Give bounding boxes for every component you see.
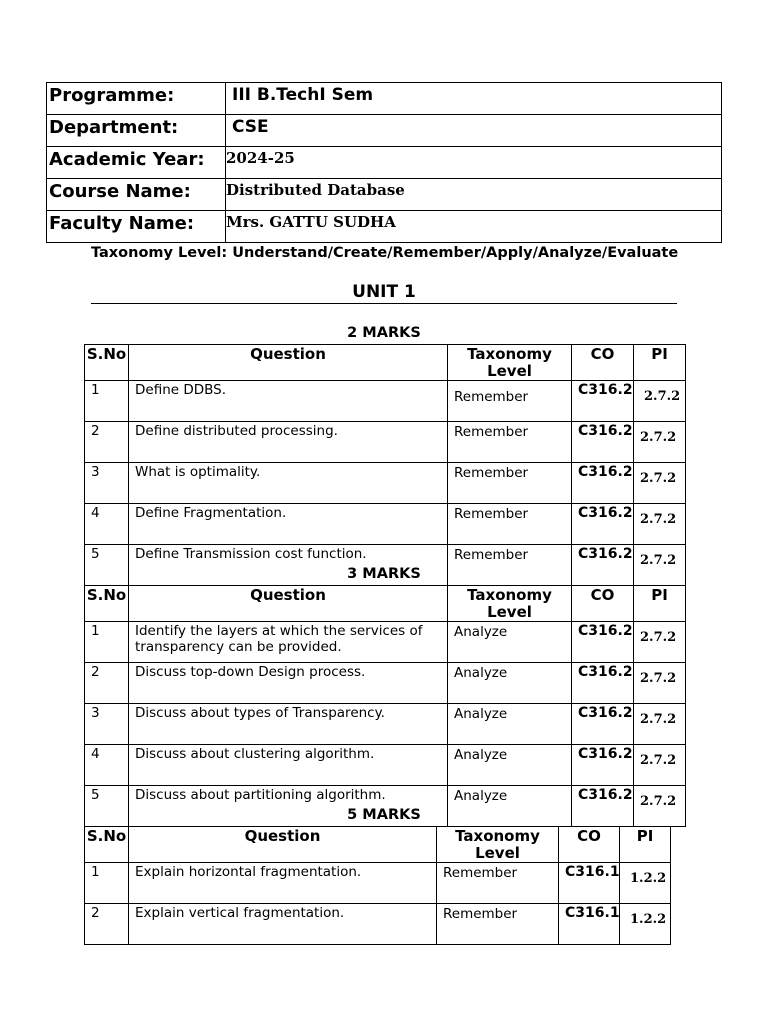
row-taxonomy: Remember (448, 422, 572, 463)
row-question: What is optimality. (129, 463, 448, 504)
row-sno: 1 (85, 381, 129, 422)
row-question: Define DDBS. (129, 381, 448, 422)
table-row (85, 422, 686, 463)
table-row (85, 381, 686, 422)
info-row-course-name (47, 179, 722, 211)
row-taxonomy: Analyze (448, 745, 572, 786)
table-header-row (85, 345, 686, 381)
row-pi: 2.7.2 (634, 622, 686, 663)
header-pi: PI (634, 345, 686, 381)
questions-table-3-marks (84, 585, 686, 827)
info-row-programme (47, 83, 722, 115)
row-co: C316.2 (572, 422, 634, 463)
academic-year-label: Academic Year: (47, 147, 226, 179)
row-pi: 1.2.2 (620, 904, 671, 945)
course-info-table (46, 82, 722, 243)
row-co: C316.2 (572, 381, 634, 422)
questions-table-2-marks (84, 344, 686, 586)
header-sno: S.No (85, 345, 129, 381)
header-co: CO (572, 345, 634, 381)
row-sno: 1 (85, 863, 129, 904)
section-title-3-marks: 3 MARKS (347, 566, 421, 582)
section-title-2-marks: 2 MARKS (347, 325, 421, 341)
header-taxonomy: Taxonomy Level (448, 586, 572, 622)
row-sno: 5 (85, 545, 129, 586)
row-co: C316.2 (572, 545, 634, 586)
row-sno: 2 (85, 904, 129, 945)
row-sno: 3 (85, 704, 129, 745)
row-question: Explain vertical fragmentation. (129, 904, 437, 945)
table-row (85, 463, 686, 504)
header-sno: S.No (85, 827, 129, 863)
row-question: Discuss top-down Design process. (129, 663, 448, 704)
header-sno: S.No (85, 586, 129, 622)
section-title-5-marks: 5 MARKS (347, 807, 421, 823)
row-co: C316.2 (572, 786, 634, 827)
row-sno: 4 (85, 745, 129, 786)
row-taxonomy: Remember (448, 463, 572, 504)
header-question: Question (129, 586, 448, 622)
row-co: C316.2 (572, 704, 634, 745)
row-sno: 2 (85, 663, 129, 704)
row-co: C316.2 (572, 504, 634, 545)
row-pi: 2.7.2 (634, 463, 686, 504)
unit-title: UNIT 1 (91, 282, 677, 304)
course-name-value: Distributed Database (226, 179, 722, 211)
header-question: Question (129, 345, 448, 381)
row-pi: 2.7.2 (634, 422, 686, 463)
row-sno: 3 (85, 463, 129, 504)
header-question: Question (129, 827, 437, 863)
row-taxonomy: Remember (437, 904, 559, 945)
academic-year-value: 2024-25 (226, 147, 722, 179)
row-taxonomy: Remember (448, 545, 572, 586)
row-question: Discuss about types of Transparency. (129, 704, 448, 745)
info-row-department (47, 115, 722, 147)
table-row (85, 704, 686, 745)
row-sno: 5 (85, 786, 129, 827)
row-co: C316.2 (572, 663, 634, 704)
row-taxonomy: Remember (448, 504, 572, 545)
row-question: Define distributed processing. (129, 422, 448, 463)
row-sno: 1 (85, 622, 129, 663)
row-taxonomy: Remember (437, 863, 559, 904)
row-taxonomy: Analyze (448, 622, 572, 663)
row-question: Define Transmission cost function. (129, 545, 448, 586)
faculty-name-value: Mrs. GATTU SUDHA (226, 211, 722, 243)
table-row (85, 663, 686, 704)
row-question: Define Fragmentation. (129, 504, 448, 545)
programme-value: III B.TechI Sem (226, 83, 722, 115)
row-taxonomy: Analyze (448, 786, 572, 827)
info-row-academic-year (47, 147, 722, 179)
header-taxonomy: Taxonomy Level (437, 827, 559, 863)
header-co: CO (559, 827, 620, 863)
table-row (85, 745, 686, 786)
row-taxonomy: Remember (448, 381, 572, 422)
row-pi: 2.7.2 (634, 504, 686, 545)
row-taxonomy: Analyze (448, 704, 572, 745)
row-question: Explain horizontal fragmentation. (129, 863, 437, 904)
row-question: Discuss about partitioning algorithm. (129, 786, 448, 827)
row-pi: 2.7.2 (634, 663, 686, 704)
info-row-faculty-name (47, 211, 722, 243)
table-row (85, 622, 686, 663)
row-taxonomy: Analyze (448, 663, 572, 704)
row-pi: 2.7.2 (634, 704, 686, 745)
row-question: Discuss about clustering algorithm. (129, 745, 448, 786)
table-row (85, 504, 686, 545)
row-co: C316.2 (572, 463, 634, 504)
row-co: C316.1 (559, 863, 620, 904)
taxonomy-level-line: Taxonomy Level: Understand/Create/Remember/Apply/Analyze/Evaluate (91, 245, 679, 261)
table-row (85, 863, 671, 904)
faculty-name-label: Faculty Name: (47, 211, 226, 243)
table-header-row (85, 586, 686, 622)
row-pi: 1.2.2 (620, 863, 671, 904)
table-header-row (85, 827, 671, 863)
row-pi: 2.7.2 (634, 786, 686, 827)
row-pi: 2.7.2 (634, 745, 686, 786)
row-sno: 2 (85, 422, 129, 463)
row-co: C316.1 (559, 904, 620, 945)
department-label: Department: (47, 115, 226, 147)
questions-table-5-marks (84, 826, 671, 945)
row-question: Identify the layers at which the services of transparency can be provided. (129, 622, 448, 663)
header-pi: PI (620, 827, 671, 863)
table-row (85, 904, 671, 945)
header-taxonomy: Taxonomy Level (448, 345, 572, 381)
row-co: C316.2 (572, 745, 634, 786)
row-co: C316.2 (572, 622, 634, 663)
header-pi: PI (634, 586, 686, 622)
course-name-label: Course Name: (47, 179, 226, 211)
header-co: CO (572, 586, 634, 622)
row-sno: 4 (85, 504, 129, 545)
department-value: CSE (226, 115, 722, 147)
row-pi: 2.7.2 (634, 381, 686, 422)
row-pi: 2.7.2 (634, 545, 686, 586)
programme-label: Programme: (47, 83, 226, 115)
